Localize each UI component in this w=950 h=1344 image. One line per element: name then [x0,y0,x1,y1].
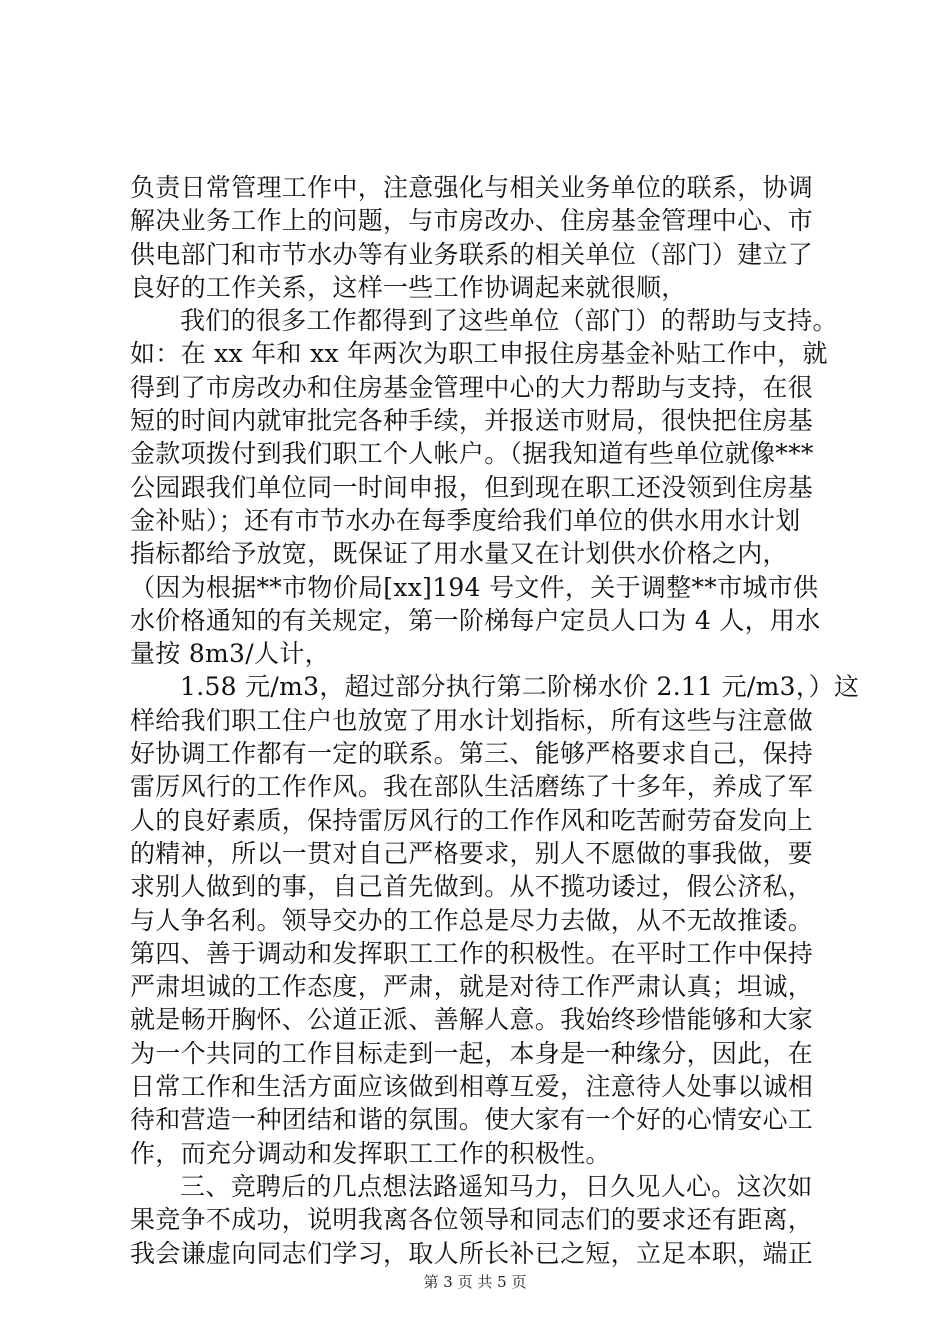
text-line: 如：在 xx 年和 xx 年两次为职工申报住房基金补贴工作中，就 [130,339,828,369]
text-line: 就是畅开胸怀、公道正派、善解人意。我始终珍惜能够和大家 [130,1005,814,1035]
text-line: 水价格通知的有关规定，第一阶梯每户定员人口为 4 人，用水 [130,605,821,635]
text-line: 好协调工作都有一定的联系。第三、能够严格要求自己，保持 [130,739,814,769]
text-line: 金款项拨付到我们职工个人帐户。（据我知道有些单位就像*** [130,439,814,469]
text-line: 量按 8m3/人计， [130,639,330,669]
text-line: 负责日常管理工作中，注意强化与相关业务单位的联系，协调 [130,173,814,202]
text-line: 第四、善于调动和发挥职工工作的积极性。在平时工作中保持 [130,938,814,968]
text-line: 得到了市房改办和住房基金管理中心的大力帮助与支持，在很 [130,372,814,402]
text-line: 作，而充分调动和发挥职工工作的积极性。 [130,1138,611,1168]
text-line: 我们的很多工作都得到了这些单位（部门）的帮助与支持。 [180,306,838,336]
text-line: 果竞争不成功，说明我离各位领导和同志们的要求还有距离， [130,1205,814,1235]
page-number-footer: 第 3 页 共 5 页 [423,1273,527,1291]
text-line: 严肃坦诚的工作态度，严肃，就是对待工作严肃认真；坦诚， [130,972,814,1002]
text-line: 为一个共同的工作目标走到一起，本身是一种缘分，因此，在 [130,1038,814,1068]
text-line: 良好的工作关系，这样一些工作协调起来就很顺， [130,272,687,302]
text-line: 供电部门和市节水办等有业务联系的相关单位（部门）建立了 [130,239,814,269]
text-line: 的精神，所以一贯对自己严格要求，别人不愿做的事我做，要 [130,838,814,868]
text-line: 金补贴）；还有市节水办在每季度给我们单位的供水用水计划 [130,505,801,535]
text-line: 公园跟我们单位同一时间申报，但到现在职工还没领到住房基 [130,472,814,502]
text-line: 短的时间内就审批完各种手续，并报送市财局，很快把住房基 [130,406,814,436]
text-line: 日常工作和生活方面应该做到相尊互爱，注意待人处事以诚相 [130,1072,814,1102]
document-body [130,171,860,1270]
text-line: 样给我们职工住户也放宽了用水计划指标，所有这些与注意做 [130,705,814,735]
text-line: 与人争名利。领导交办的工作总是尽力去做，从不无故推诿。 [130,905,814,935]
text-line: 人的良好素质，保持雷厉风行的工作作风和吃苦耐劳奋发向上 [130,805,814,835]
text-line: 求别人做到的事，自己首先做到。从不揽功诿过，假公济私， [130,872,814,902]
text-line: 1.58 元/m3，超过部分执行第二阶梯水价 2.11 元/m3，）这 [180,672,860,702]
text-line: （因为根据**市物价局[xx]194 号文件，关于调整**市城市供 [130,572,819,602]
text-line: 待和营造一种团结和谐的氛围。使大家有一个好的心情安心工 [130,1105,814,1135]
text-line: 解决业务工作上的问题，与市房改办、住房基金管理中心、市 [130,206,814,236]
text-line: 三、竞聘后的几点想法路遥知马力，日久见人心。这次如 [180,1171,813,1201]
text-line: 我会谦虚向同志们学习，取人所长补已之短，立足本职，端正 [130,1238,814,1268]
text-line: 指标都给予放宽，既保证了用水量又在计划供水价格之内， [130,539,788,569]
text-line: 雷厉风行的工作作风。我在部队生活磨练了十多年，养成了军 [130,772,814,802]
